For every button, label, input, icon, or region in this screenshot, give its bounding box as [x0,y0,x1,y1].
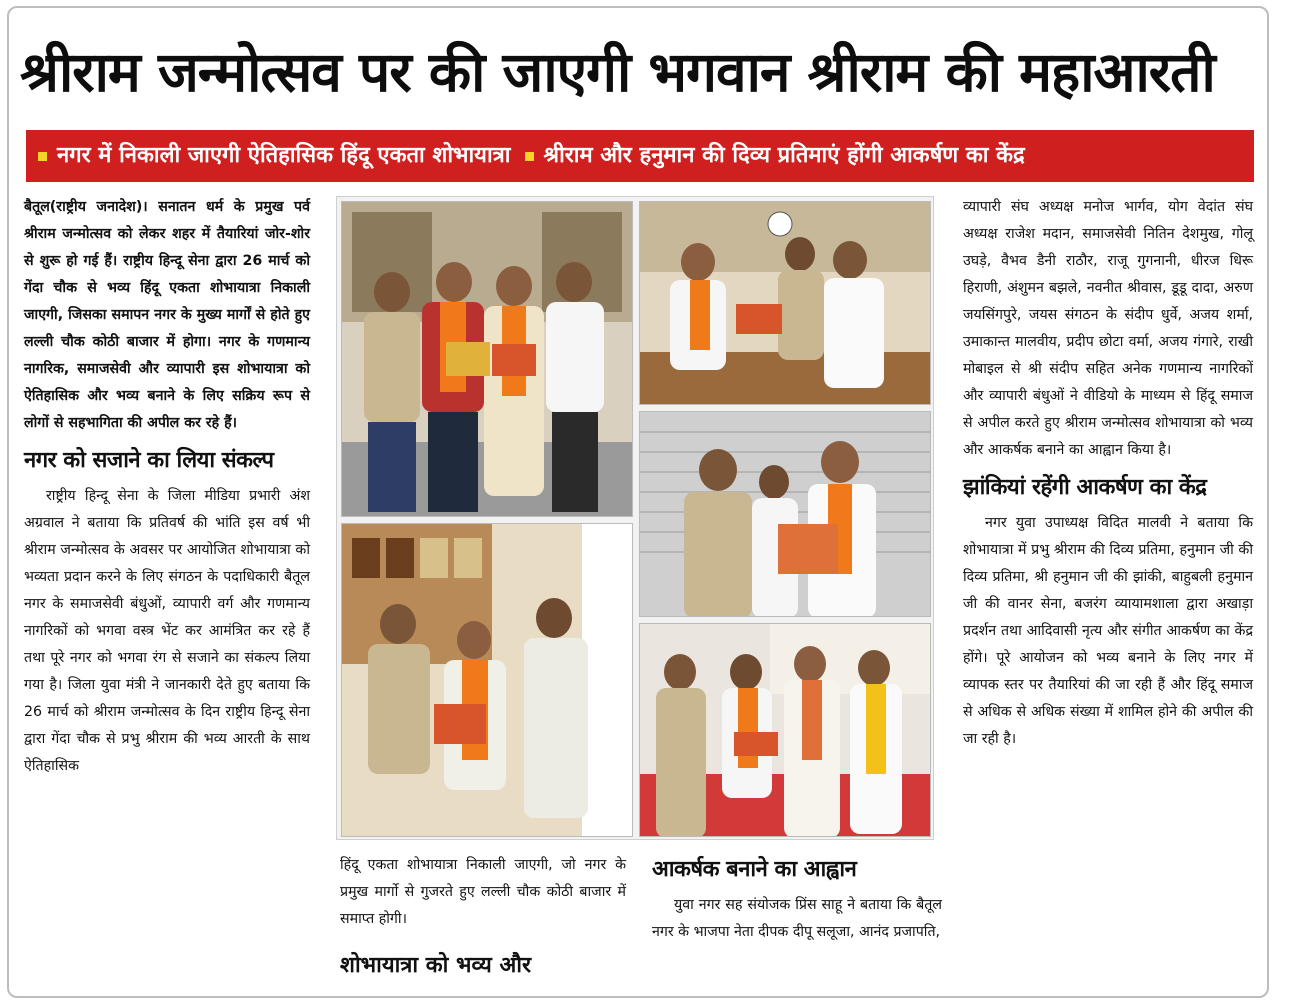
photo-shutter [639,411,931,617]
column-3 [963,194,1253,753]
jhankiyan-paragraph: नगर युवा उपाध्यक्ष विदित मालवी ने बताया कि शोभायात्रा में प्रभु श्रीराम की दिव्य प्रतिमा, हनुमान जी की दिव्य प्रतिमा, श्री हनुमान जी की झांकी, बाहुबली हनुमान जी की वानर सेना, बजरंग व्यायामशाला द्वारा अखाड़ा प्रदर्शन तथा आदिवासी नृत्य और संगीत आकर्षण का केंद्र होंगे। पूरे आयोजन को भव्य बनाने के लिए नगर में व्यापक स्तर पर तैयारियां की जा रही हैं और हिंदू समाज से अधिक से अधिक संख्या में शामिल होने की अपील की जा रही है। [963,515,1253,747]
column-1 [24,194,310,780]
subhead-jhankiyan: झांकियां रहेंगी आकर्षण का केंद्र [963,475,1207,500]
photo-collage [336,196,934,840]
names-paragraph: व्यापारी संघ अध्यक्ष मनोज भार्गव, योग वेदांत संघ अध्यक्ष राजेश मदान, समाजसेवी नितिन देशमुख, गोलू उघड़े, वैभव डैनी राठौर, राजू गुगनानी, धीरज धिरू हिराणी, अंशुमन बझले, नवनीत श्रीवास, डूडू दादा, अरुण जयसिंगपुरे, जयस संगठन के संदीप धुर्वे, अजय शर्मा, उमाकान्त मालवीय, प्रदीप छोटा वर्मा, अजय गंगारे, राखी मोबाइल से श्री संदीप सहित अनेक गणमान्य नागरिकों और व्यापारी बंधुओं ने वीडियो के माध्यम से हिंदू समाज से अपील करते हुए श्रीराम जन्मोत्सव शोभायात्रा को भव्य और आकर्षक बनाने का आह्वान किया है। [963,199,1253,458]
headline: श्रीराम जन्मोत्सव पर की जाएगी भगवान श्रीराम की महाआरती [20,40,1215,104]
body-paragraph: राष्ट्रीय हिन्दू सेना के जिला मीडिया प्रभारी अंश अग्रवाल ने बताया कि प्रतिवर्ष की भांति इस वर्ष भी श्रीराम जन्मोत्सव के अवसर पर आयोजित शोभायात्रा को भव्यता प्रदान करने के लिए संगठन के पदाधिकारी बैतूल नगर के समाजसेवी बंधुओं, व्यापारी वर्ग और गणमान्य नागरिकों को भगवा वस्त्र भेंट कर आमंत्रित कर रहे हैं तथा पूरे नगर को भगवा रंग से सजाने का संकल्प लिया गया है। जिला युवा मंत्री ने जानकारी देते हुए बताया कि 26 मार्च को श्रीराम जन्मोत्सव के दिन राष्ट्रीय हिन्दू सेना द्वारा गेंदा चौक से प्रभु श्रीराम की भव्य आरती के साथ ऐतिहासिक [24,488,310,774]
middle-paragraph-2: युवा नगर सह संयोजक प्रिंस साहू ने बताया कि बैतूल नगर के भाजपा नेता दीपक दीपू सलूजा, आनंद प्रजापति, [652,897,942,940]
middle-column-2 [652,852,942,946]
middle-column [340,852,626,933]
subhead-nagar: नगर को सजाने का लिया संकल्प [24,448,274,473]
subhead-aakarshak: आकर्षक बनाने का आह्वान [652,857,857,882]
photo-shop [341,201,633,517]
photo-banner [639,623,931,837]
lead-paragraph: बैतूल(राष्ट्रीय जनादेश)। सनातन धर्म के प्रमुख पर्व श्रीराम जन्मोत्सव को लेकर शहर में तैयारियां जोर-शोर से शुरू हो गई हैं। राष्ट्रीय हिन्दू सेना द्वारा 26 मार्च को गेंदा चौक से भव्य हिंदू एकता शोभायात्रा निकाली जाएगी, जिसका समापन नगर के मुख्य मार्गों से होते हुए लल्ली चौक कोठी बाजार में होगा। नगर के गणमान्य नागरिक, समाजसेवी और व्यापारी इस शोभायात्रा को ऐतिहासिक और भव्य बनाने के लिए सक्रिय रूप से लोगों से सहभागिता की अपील कर रहे हैं। [24,199,310,431]
bullet-icon [38,152,47,161]
strap-item-2: श्रीराम और हनुमान की दिव्य प्रतिमाएं होंगी आकर्षण का केंद्र [543,143,1025,168]
subhead-shobhayatra: शोभायात्रा को भव्य और [340,953,531,978]
bullet-icon [525,152,534,161]
strap-line [26,130,1254,182]
photo-certificates [341,523,633,837]
photo-office [639,201,931,405]
strap-item-1: नगर में निकाली जाएगी ऐतिहासिक हिंदू एकता शोभायात्रा [57,143,511,168]
middle-paragraph: हिंदू एकता शोभायात्रा निकाली जाएगी, जो नगर के प्रमुख मार्गो से गुजरते हुए लल्ली चौक कोठी बाजार में समाप्त होगी। [340,857,626,927]
